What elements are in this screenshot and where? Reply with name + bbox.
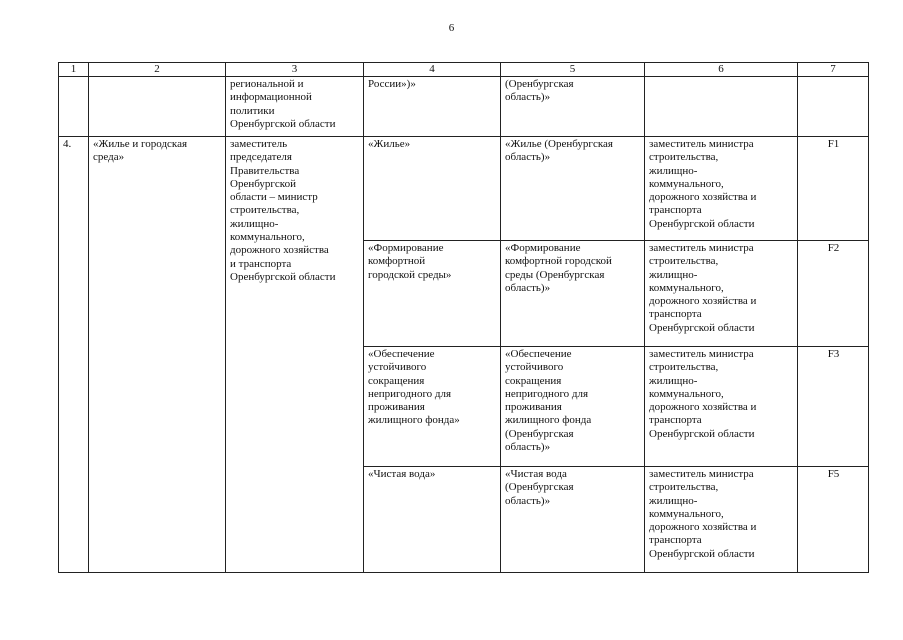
project-leader: заместитель министра строительства, жилищно- коммунального, дорожного хозяйства и транспорта Оренбургской области	[645, 241, 798, 347]
regional-project: «Формирование комфортной городской среды (Оренбургская область)»	[501, 241, 645, 347]
projects-table	[58, 62, 869, 573]
continuation-row	[59, 77, 869, 137]
regional-project: «Обеспечение устойчивого сокращения непригодного для проживания жилищного фонда (Оренбургская область)»	[501, 347, 645, 467]
header-cell: 5	[501, 63, 645, 77]
federal-project: «Обеспечение устойчивого сокращения непригодного для проживания жилищного фонда»	[364, 347, 501, 467]
header-cell: 1	[59, 63, 89, 77]
header-cell: 4	[364, 63, 501, 77]
project-code: F1	[798, 137, 869, 241]
regional-project: «Жилье (Оренбургская область)»	[501, 137, 645, 241]
row-number: 4.	[59, 137, 89, 573]
federal-project: «Формирование комфортной городской среды»	[364, 241, 501, 347]
table-row	[59, 137, 869, 241]
table-cell	[501, 77, 645, 137]
federal-project-continuation: России»)»	[368, 78, 416, 90]
header-row	[59, 63, 869, 77]
table-cell	[798, 77, 869, 137]
table-cell	[645, 77, 798, 137]
federal-project: «Жилье»	[364, 137, 501, 241]
national-project: «Жилье и городская среда»	[89, 137, 226, 573]
table-cell	[89, 77, 226, 137]
table-cell	[59, 77, 89, 137]
project-leader: заместитель министра строительства, жилищно- коммунального, дорожного хозяйства и транспорта Оренбургской области	[645, 347, 798, 467]
header-cell: 2	[89, 63, 226, 77]
project-curator: заместитель председателя Правительства Оренбургской области – министр строительства, жилищно- коммунального, дорожного хозяйства и транспорта Оренбургской области	[226, 137, 364, 573]
header-cell: 3	[226, 63, 364, 77]
project-code: F3	[798, 347, 869, 467]
project-code: F5	[798, 467, 869, 573]
project-leader: заместитель министра строительства, жилищно- коммунального, дорожного хозяйства и транспорта Оренбургской области	[645, 467, 798, 573]
regional-project-continuation: (Оренбургская область)»	[505, 78, 574, 104]
curator-continuation: региональной и информационной политики Оренбургской области	[230, 78, 336, 130]
header-cell: 7	[798, 63, 869, 77]
table-cell	[364, 77, 501, 137]
federal-project: «Чистая вода»	[364, 467, 501, 573]
project-leader: заместитель министра строительства, жилищно- коммунального, дорожного хозяйства и транспорта Оренбургской области	[645, 137, 798, 241]
page-number: 6	[448, 22, 455, 34]
project-code: F2	[798, 241, 869, 347]
regional-project: «Чистая вода (Оренбургская область)»	[501, 467, 645, 573]
header-cell: 6	[645, 63, 798, 77]
table-cell	[226, 77, 364, 137]
